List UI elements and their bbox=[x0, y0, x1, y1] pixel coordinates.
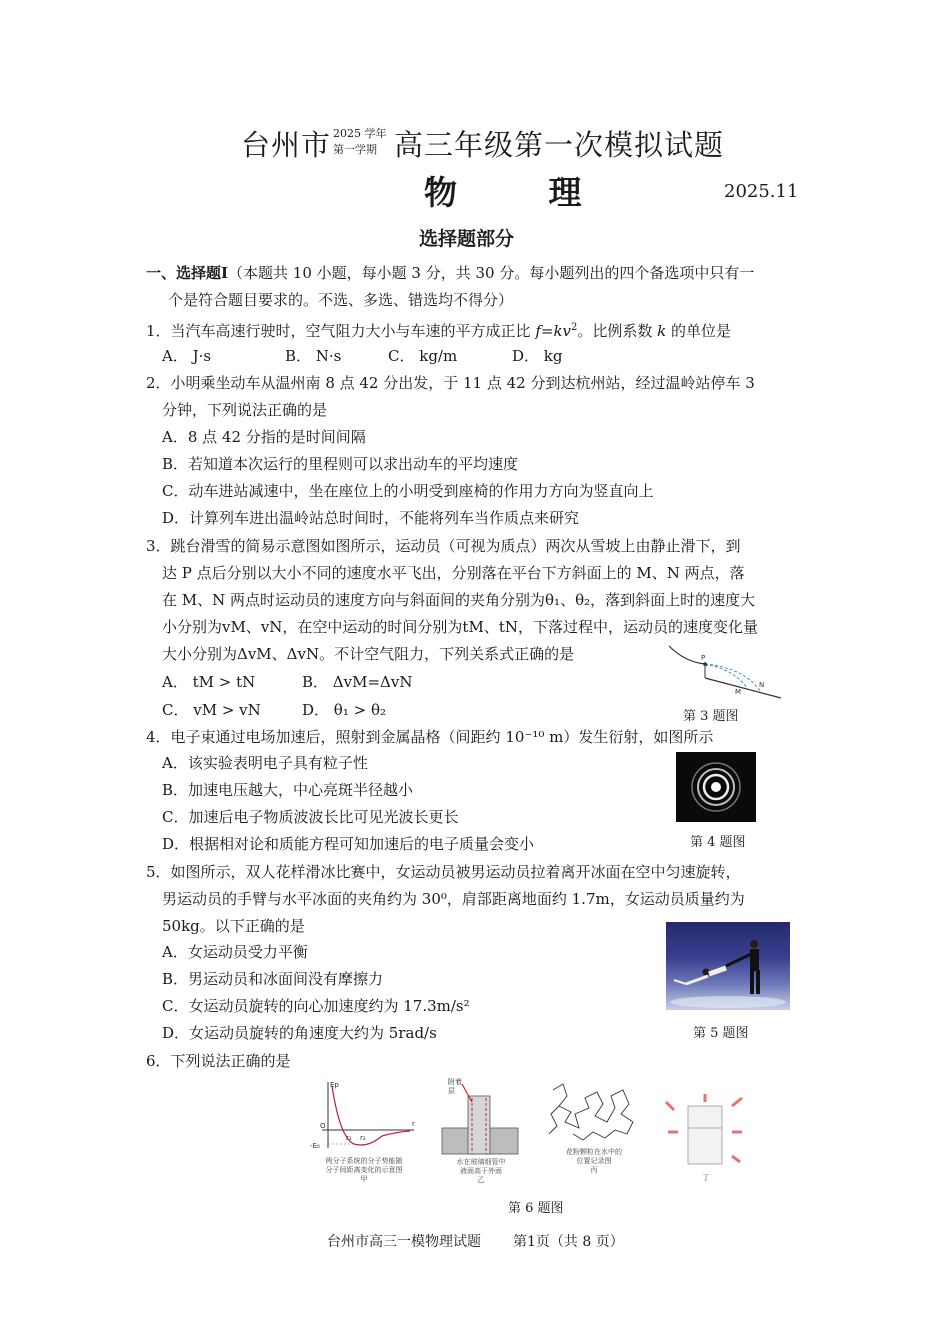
q1-formula: f=kv bbox=[535, 322, 572, 340]
label-m: M bbox=[735, 688, 742, 696]
semester-line-1: 2025 学年 bbox=[333, 127, 387, 140]
yi-arrow bbox=[462, 1084, 472, 1102]
q5-option-b[interactable]: B．男运动员和冰面间没有摩擦力 bbox=[162, 970, 384, 988]
jia-origin-label: O bbox=[320, 1122, 326, 1130]
q3-stem-line-2: 达 P 点后分别以大小不同的速度水平飞出，分别落在平台下方斜面上的 M、N 两点，落 bbox=[162, 564, 745, 582]
q3-stem-line-5: 大小分别为ΔvM、ΔvN。不计空气阻力，下列关系式正确的是 bbox=[162, 645, 575, 663]
label-p: P bbox=[701, 654, 706, 662]
section-title: 选择题部分 bbox=[419, 228, 515, 250]
q5-stem-line-2: 男运动员的手臂与水平冰面的夹角约为 30⁰，肩部距离地面约 1.7m，女运动员质量约为 bbox=[162, 890, 745, 908]
q2-option-d[interactable]: D．计算列车进出温岭站总时间时，不能将列车当作质点来研究 bbox=[162, 509, 580, 527]
yi-layer-2: 层 bbox=[448, 1087, 455, 1095]
q1-option-a[interactable]: A． J·s bbox=[162, 347, 212, 365]
jia-potential-curve bbox=[332, 1086, 410, 1145]
point-p bbox=[703, 662, 707, 666]
q5-stem-line-3: 50kg。以下正确的是 bbox=[162, 917, 305, 935]
footer-page: 第1页（共 8 页） bbox=[513, 1234, 624, 1250]
q3-stem-line-4: 小分别为vM、vN，在空中运动的时间分别为tM、tN，下落过程中，运动员的速度变化量 bbox=[162, 618, 758, 636]
ding-arrow-6 bbox=[732, 1156, 740, 1162]
bing-caption bbox=[548, 1148, 640, 1175]
jia-caption bbox=[306, 1157, 422, 1184]
part-label: 一、选择题Ⅰ bbox=[146, 264, 229, 282]
q4-option-b[interactable]: B．加速电压越大，中心亮斑半径越小 bbox=[162, 781, 414, 799]
q3-stem-line-3: 在 M、N 两点时运动员的速度方向与斜面间的夹角分别为θ₁、θ₂，落到斜面上时的速度大 bbox=[162, 591, 756, 609]
label-n: N bbox=[759, 681, 765, 689]
exam-date: 2025.11 bbox=[724, 181, 799, 202]
q5-figure-caption: 第 5 题图 bbox=[693, 1026, 749, 1041]
q6-figure-ding bbox=[664, 1092, 746, 1172]
q6-figure-yi bbox=[440, 1076, 522, 1156]
yi-layer-1: 附着 bbox=[448, 1078, 462, 1086]
jia-label: 甲 bbox=[360, 1175, 368, 1183]
bing-path bbox=[553, 1084, 633, 1140]
ding-arrow-3 bbox=[732, 1098, 742, 1106]
q5-option-c[interactable]: C．女运动员旋转的向心加速度约为 17.3m/s² bbox=[162, 997, 470, 1015]
q2-option-a[interactable]: A．8 点 42 分指的是时间间隔 bbox=[162, 428, 366, 446]
diffraction-rings bbox=[676, 752, 756, 822]
jia-r1-label: r₁ bbox=[346, 1134, 352, 1142]
q6-figure-caption: 第 6 题图 bbox=[508, 1201, 564, 1216]
bing-caption-2: 位置记录图 bbox=[576, 1157, 612, 1165]
title-exam: 高三年级第一次模拟试题 bbox=[394, 128, 725, 162]
bing-caption-1: 花粉颗粒在水中的 bbox=[566, 1148, 622, 1156]
subject-title: 物 理 bbox=[424, 173, 622, 212]
q4-stem: 4．电子束通过电场加速后，照射到金属晶格（间距约 10⁻¹⁰ m）发生衍射，如图所示 bbox=[146, 728, 714, 746]
q1-sup: 2 bbox=[571, 322, 578, 333]
part-intro-line-2: 个是符合题目要求的。不选、多选、错选均不得分） bbox=[168, 291, 514, 309]
q3-option-d[interactable]: D． θ₁ > θ₂ bbox=[302, 701, 386, 719]
skaters-silhouette bbox=[666, 922, 790, 1010]
q4-option-c[interactable]: C．加速后电子物质波波长比可见光波长更长 bbox=[162, 808, 459, 826]
ding-arrow-1 bbox=[666, 1102, 674, 1110]
semester-line-2: 第一学期 bbox=[333, 143, 377, 156]
jia-ep-label: Ep bbox=[330, 1081, 339, 1089]
jia-e0-label: -E₀ bbox=[310, 1142, 320, 1150]
yi-glass-tube bbox=[468, 1096, 490, 1154]
q3-option-a[interactable]: A． tM > tN bbox=[162, 673, 256, 691]
q4-figure-caption: 第 4 题图 bbox=[690, 835, 746, 850]
ding-refrigerator bbox=[688, 1106, 722, 1164]
part-intro-line-1 bbox=[146, 262, 754, 284]
jia-caption-2: 分子间距离变化的示意图 bbox=[325, 1166, 403, 1174]
q6-stem: 6．下列说法正确的是 bbox=[146, 1052, 291, 1070]
q4-option-d[interactable]: D．根据相对论和质能方程可知加速后的电子质量会变小 bbox=[162, 835, 535, 853]
q2-option-b[interactable]: B．若知道本次运行的里程则可以求出动车的平均速度 bbox=[162, 455, 519, 473]
q5-skating-photo bbox=[666, 922, 790, 1010]
q1-option-b[interactable]: B． N·s bbox=[285, 347, 342, 365]
q3-option-c[interactable]: C． vM > vN bbox=[162, 701, 261, 719]
q3-stem-line-1: 3．跳台滑雪的简易示意图如图所示，运动员（可视为质点）两次从雪坡上由静止滑下，到 bbox=[146, 537, 741, 555]
q6-figure-jia bbox=[310, 1078, 418, 1156]
q5-option-a[interactable]: A．女运动员受力平衡 bbox=[162, 943, 308, 961]
yi-caption-1: 水在玻璃细管中 bbox=[456, 1158, 506, 1166]
footer-title: 台州市高三一模物理试题 bbox=[327, 1234, 481, 1250]
yi-caption-2: 液面高于外面 bbox=[460, 1167, 502, 1175]
part-intro-text: （本题共 10 小题，每小题 3 分，共 30 分。每小题列出的四个备选项中只有一 bbox=[228, 264, 755, 282]
ding-caption: 丁 bbox=[702, 1174, 710, 1182]
q3-option-b[interactable]: B． ΔvM=ΔvN bbox=[302, 673, 413, 691]
q1-stem bbox=[146, 317, 731, 342]
yi-caption bbox=[436, 1158, 526, 1185]
q3-ski-jump-figure bbox=[665, 640, 785, 706]
q3-figure-caption: 第 3 题图 bbox=[683, 709, 739, 724]
title-city: 台州市 bbox=[241, 128, 332, 162]
q1-k: k bbox=[657, 322, 667, 340]
q1-stem-c: 的单位是 bbox=[666, 322, 732, 340]
jia-caption-1: 两分子系统的分子势能随 bbox=[325, 1157, 403, 1165]
bing-label: 丙 bbox=[590, 1166, 598, 1174]
trajectory-n bbox=[705, 664, 761, 692]
q1-option-c[interactable]: C． kg/m bbox=[388, 347, 458, 365]
q1-stem-a: 1．当汽车高速行驶时，空气阻力大小与车速的平方成正比 bbox=[146, 322, 536, 340]
q6-figure-bing bbox=[545, 1078, 643, 1146]
yi-label: 乙 bbox=[477, 1176, 485, 1184]
q2-option-c[interactable]: C．动车进站减速中，坐在座位上的小明受到座椅的作用力方向为竖直向上 bbox=[162, 482, 654, 500]
q5-option-d[interactable]: D．女运动员旋转的角速度大约为 5rad/s bbox=[162, 1024, 437, 1042]
q1-stem-b: 。比例系数 bbox=[577, 322, 658, 340]
q2-stem-line-2: 分钟，下列说法正确的是 bbox=[162, 401, 328, 419]
jia-r-label: r bbox=[412, 1120, 415, 1128]
jia-r2-label: r₂ bbox=[360, 1134, 366, 1142]
q2-stem-line-1: 2．小明乘坐动车从温州南 8 点 42 分出发，于 11 点 42 分到达杭州站，经过温岭站停车 3 bbox=[146, 374, 755, 392]
q4-option-a[interactable]: A．该实验表明电子具有粒子性 bbox=[162, 754, 368, 772]
q5-stem-line-1: 5．如图所示，双人花样滑冰比赛中，女运动员被男运动员拉着离开冰面在空中匀速旋转， bbox=[146, 863, 741, 881]
q4-diffraction-image bbox=[676, 752, 756, 822]
ski-incline bbox=[705, 678, 781, 698]
q1-option-d[interactable]: D． kg bbox=[512, 347, 563, 365]
